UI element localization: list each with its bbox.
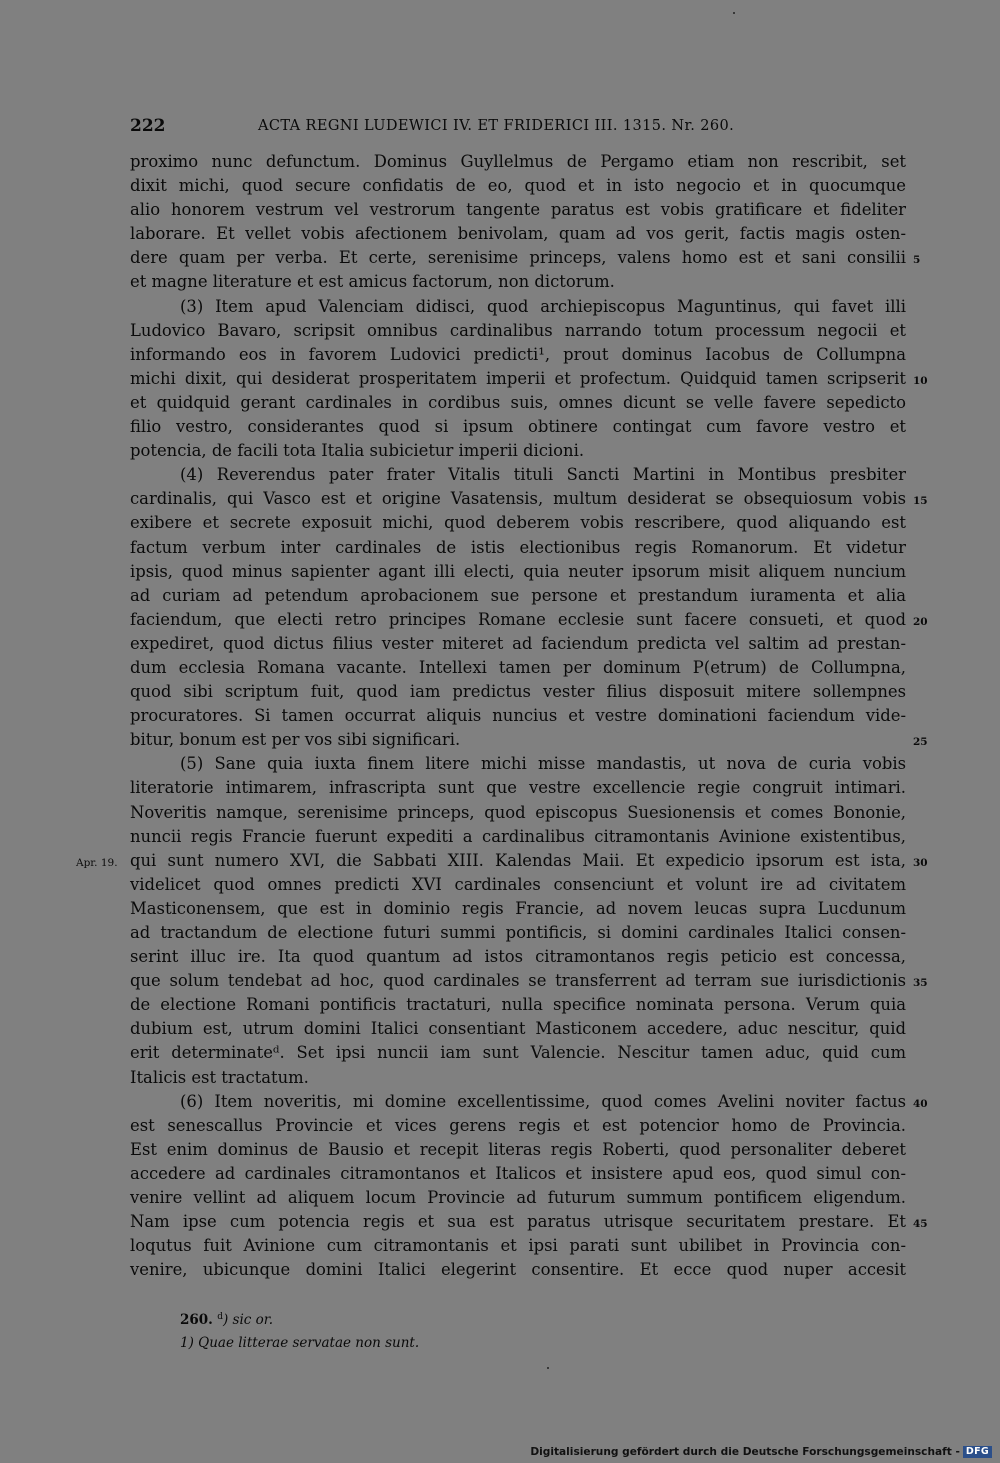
line-number: 25 (913, 736, 928, 749)
text-line: Nam ipse cum potencia regis et sua est paratus utrisque securitatem prestare. Et (130, 1212, 906, 1232)
text-line: et quidquid gerant cardinales in cordibus suis, omnes dicunt se velle favere sepedicto (130, 392, 906, 412)
text-line: serint illuc ire. Ita quod quantum ad istos citramontanos regis peticio est concessa, (130, 947, 906, 967)
text-line: quod sibi scriptum fuit, quod iam predictus vester filius disposuit mitere sollempnes (130, 682, 906, 702)
text-line: qui sunt numero XVI, die Sabbati XIII. Kalendas Maii. Et expedicio ipsorum est ista, (130, 850, 906, 870)
margin-date-note: Apr. 19. (76, 856, 118, 869)
text-line: Italicis est tractatum. (130, 1067, 309, 1087)
scan-speck (547, 1367, 549, 1369)
text-line: nuncii regis Francie fuerunt expediti a cardinalibus citramontanis Avinione existentibus, (130, 826, 906, 846)
text-line: dum ecclesia Romana vacante. Intellexi tamen per dominum P(etrum) de Collumpna, (130, 657, 906, 677)
text-line: Masticonensem, que est in dominio regis Francie, ad novem leucas supra Lucdunum (130, 898, 906, 918)
text-line: procuratores. Si tamen occurrat aliquis nuncius et vestre dominationi faciendum vide- (130, 706, 906, 726)
text-line: venire vellint ad aliquem locum Provincie ad futurum summum pontificem eligendum. (130, 1188, 906, 1208)
line-number: 20 (913, 615, 928, 628)
text-line: ipsis, quod minus sapienter agant illi electi, quia neuter ipsorum misit aliquem nuncium (130, 561, 906, 581)
line-number: 45 (913, 1218, 928, 1231)
text-line: exibere et secrete exposuit michi, quod deberem vobis rescribere, quod aliquando est (130, 513, 906, 533)
text-line: proximo nunc defunctum. Dominus Guyllelmus de Pergamo etiam non rescribit, set (130, 152, 906, 171)
text-line: literatorie intimarem, infrascripta sunt que vestre excellencie regie congruit intimari. (130, 778, 906, 798)
footnote-marker: d (217, 1312, 223, 1322)
footnote-numbered (180, 1330, 900, 1356)
text-line: venire, ubicunque domini Italici elegerint consentire. Et ecce quod nuper accesit (130, 1260, 906, 1280)
text-line: (3) Item apud Valenciam didisci, quod archiepiscopus Maguntinus, qui favet illi (180, 296, 906, 316)
running-head-title: ACTA REGNI LUDEWICI IV. ET FRIDERICI III. 1315. Nr. 260. (258, 118, 735, 134)
line-number: 30 (913, 856, 928, 869)
text-line: Ludovico Bavaro, scripsit omnibus cardinalibus narrando totum processum negocii et (130, 320, 906, 340)
text-line: videlicet quod omnes predicti XVI cardinales consenciunt et volunt ire ad civitatem (130, 874, 906, 894)
funding-notice (530, 1445, 992, 1459)
footnote-critical (180, 1304, 900, 1330)
line-number: 10 (913, 374, 928, 387)
text-line: est senescallus Provincie et vices gerens regis et est potencior homo de Provincia. (130, 1115, 906, 1135)
text-line: laborare. Et vellet vobis afectionem benivolam, quam ad vos gerit, factis magis osten- (130, 224, 906, 244)
text-line: ad tractandum de electione futuri summi pontificis, si domini cardinales Italici consen- (130, 923, 906, 942)
text-line: que solum tendebat ad hoc, quod cardinales se transferrent ad terram sue iurisdictionis (130, 971, 906, 991)
line-number: 5 (913, 254, 921, 267)
text-line: de electione Romani pontificis tractaturi, nulla specifice nominata persona. Verum quia (130, 995, 906, 1015)
text-line: potencia, de facili tota Italia subicietur imperii dicioni. (130, 441, 585, 461)
text-line: factum verbum inter cardinales de istis electionibus regis Romanorum. Et videtur (130, 537, 906, 557)
text-line: Est enim dominus de Bausio et recepit literas regis Roberti, quod personaliter deberet (130, 1139, 906, 1159)
line-number: 40 (913, 1097, 928, 1110)
footnote-text: ) sic or. (222, 1312, 273, 1328)
text-line: faciendum, que electi retro principes Romane ecclesie sunt facere consueti, et quod (130, 609, 906, 629)
line-number: 35 (913, 977, 928, 990)
text-line: dixit michi, quod secure confidatis de eo, quod et in isto negocio et in quocumque (130, 176, 906, 196)
text-line: dubium est, utrum domini Italici consentiant Masticonem accedere, aduc nescitur, quid (130, 1019, 906, 1039)
text-line: bitur, bonum est per vos sibi significari. (130, 730, 461, 750)
text-line: Noveritis namque, serenisime princeps, quod episcopus Suesionensis et comes Bononie, (130, 802, 906, 822)
line-number: 15 (913, 495, 928, 508)
text-line: et magne literature et est amicus factorum, non dictorum. (130, 272, 615, 292)
text-line: cardinalis, qui Vasco est et origine Vasatensis, multum desiderat se obsequiosum vobis (130, 489, 906, 509)
text-line: (6) Item noveritis, mi domine excellentissime, quod comes Avelini noviter factus (180, 1091, 906, 1111)
text-line: (5) Sane quia iuxta finem litere michi misse mandastis, ut nova de curia vobis (180, 754, 906, 774)
text-line: ad curiam ad petendum aprobacionem sue persone et prestandum iuramenta et alia (130, 585, 906, 605)
text-line: erit determinateᵈ. Set ipsi nuncii iam sunt Valencie. Nescitur tamen aduc, quid cum (130, 1043, 906, 1063)
footnotes (180, 1304, 900, 1356)
text-line: accedere ad cardinales citramontanos et Italicos et insistere apud eos, quod simul con- (130, 1163, 906, 1183)
body-text (130, 150, 906, 1282)
page-number: 222 (130, 116, 166, 136)
text-line: michi dixit, qui desiderat prosperitatem imperii et profectum. Quidquid tamen scripserit (130, 368, 906, 388)
text-line: loqutus fuit Avinione cum citramontanis et ipsi parati sunt ubilibet in Provincia con- (130, 1236, 906, 1256)
dfg-logo: DFG (963, 1446, 992, 1458)
footnote-text: 1) Quae litterae servatae non sunt. (180, 1335, 420, 1351)
text-line: (4) Reverendus pater frater Vitalis tituli Sancti Martini in Montibus presbiter (180, 465, 906, 485)
text-line: informando eos in favorem Ludovici predicti¹, prout dominus Iacobus de Collumpna (130, 344, 906, 364)
text-line: alio honorem vestrum vel vestrorum tangente paratus est vobis gratificare et fideliter (130, 200, 906, 220)
running-head (130, 116, 906, 136)
scan-speck (733, 12, 735, 14)
footnote-document-number: 260. (180, 1312, 213, 1328)
text-line: filio vestro, considerantes quod si ipsum obtinere contingat cum favore vestro et (130, 417, 906, 437)
text-line: expediret, quod dictus filius vester miteret ad faciendum predicta vel saltim ad prestan- (130, 633, 906, 653)
text-line: dere quam per verba. Et certe, serenisime princeps, valens homo est et sani consilii (130, 248, 906, 268)
funding-notice-text: Digitalisierung gefördert durch die Deutsche Forschungsgemeinschaft - (530, 1446, 960, 1458)
